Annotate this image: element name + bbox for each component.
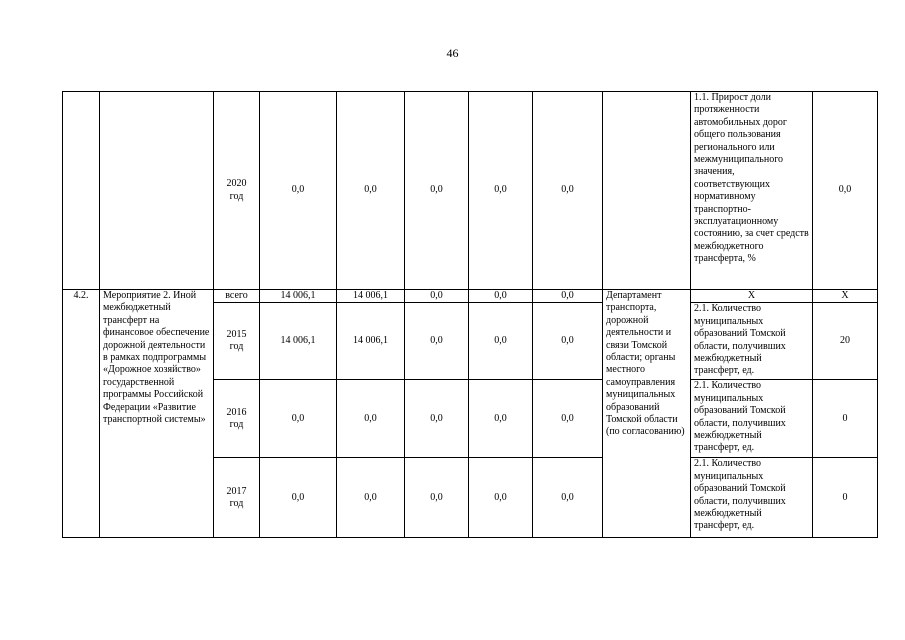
value-cell: 0,0 [260,458,337,538]
executor-cell-empty [603,92,691,290]
value-cell: 0,0 [337,458,405,538]
year-suffix: год [229,497,244,509]
value-cell: 0,0 [337,92,405,290]
value-cell: 0,0 [469,290,533,303]
indicator-cell: 1.1. Прирост доли протяженности автомобильных дорог общего пользования регионального или межмуниципального значения, соответствующих нормативному транспортно-эксплуатационному состоянию, за счет средств межбюджетного трансферта, % [691,92,813,290]
value-cell: 0,0 [337,380,405,458]
table-row-total [63,290,878,303]
value-cell: 0,0 [405,458,469,538]
executor-cell: Департамент транспорта, дорожной деятельности и связи Томской области; органы местного самоуправления муниципальных образований Томской области (по согласованию) [603,290,691,538]
year-cell [214,303,260,380]
year-suffix: год [229,418,244,430]
indicator-value-cell: 0,0 [813,92,878,290]
value-cell: 0,0 [260,380,337,458]
year-suffix: год [229,341,244,353]
value-cell: 0,0 [260,92,337,290]
indicator-cell: 2.1. Количество муниципальных образований Томской области, получивших межбюджетный трансферт, ед. [691,380,813,458]
indicator-cell: 2.1. Количество муниципальных образований Томской области, получивших межбюджетный трансферт, ед. [691,303,813,380]
indicator-value-cell: 0 [813,458,878,538]
value-cell: 0,0 [405,92,469,290]
indicator-value-cell: Х [813,290,878,303]
indicator-value-cell: 0 [813,380,878,458]
value-cell: 0,0 [469,458,533,538]
value-cell: 0,0 [405,290,469,303]
event-name-cell: Мероприятие 2. Иной межбюджетный трансферт на финансовое обеспечение дорожной деятельности в рамках подпрограммы «Дорожное хозяйство» государственной программы Российской Федерации «Развитие транспортной системы» [100,290,214,538]
program-table [62,91,878,538]
year-label: 2017 [226,485,247,497]
indicator-cell: 2.1. Количество муниципальных образований Томской области, получивших межбюджетный трансферт, ед. [691,458,813,538]
indicator-cell: Х [691,290,813,303]
value-cell: 14 006,1 [260,290,337,303]
year-cell [214,380,260,458]
event-name-cell-empty [100,92,214,290]
value-cell: 14 006,1 [337,303,405,380]
indicator-value-cell: 20 [813,303,878,380]
value-cell: 0,0 [533,92,603,290]
value-cell: 0,0 [469,303,533,380]
value-cell: 0,0 [533,458,603,538]
year-label: 2016 [226,406,247,418]
year-label: 2015 [226,329,247,340]
value-cell: 14 006,1 [337,290,405,303]
value-cell: 0,0 [533,303,603,380]
value-cell: 0,0 [533,290,603,303]
value-cell: 0,0 [405,380,469,458]
event-number-cell: 4.2. [63,290,100,538]
total-label-cell: всего [214,290,260,303]
table-row-2020 [63,92,878,290]
value-cell: 0,0 [469,92,533,290]
number-cell-empty [63,92,100,290]
value-cell: 0,0 [533,380,603,458]
year-cell [214,458,260,538]
value-cell: 0,0 [405,303,469,380]
value-cell: 14 006,1 [260,303,337,380]
value-cell: 0,0 [469,380,533,458]
year-suffix: год [229,190,244,202]
year-cell [214,92,260,290]
page-number: 46 [446,46,459,60]
year-label: 2020 [226,178,247,190]
